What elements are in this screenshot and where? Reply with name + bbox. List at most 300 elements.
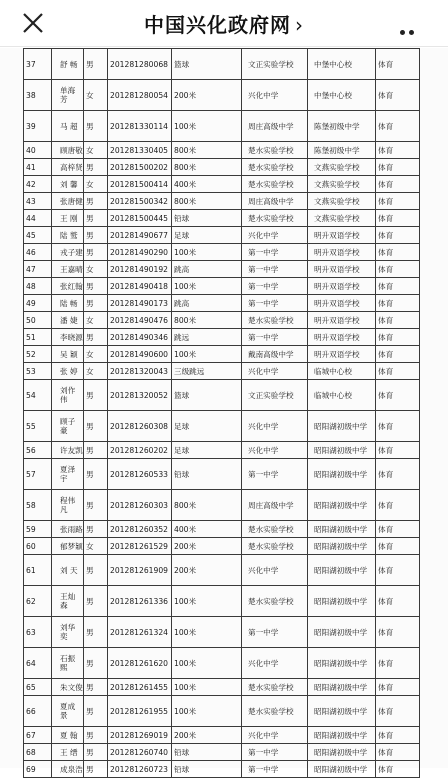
cell-school: 戴南高级中学	[242, 346, 308, 363]
cell-sex: 女	[84, 261, 108, 278]
cell-event: 100米	[172, 696, 242, 727]
cell-name: 高梓贤	[52, 159, 84, 176]
cell-no: 61	[24, 555, 52, 586]
cell-center: 明升双语学校	[308, 261, 376, 278]
cell-name: 程伟 凡	[52, 490, 84, 521]
cell-center: 昭阳湖初级中学	[308, 744, 376, 761]
cell-event: 铅球	[172, 744, 242, 761]
cell-subject: 体育	[376, 278, 420, 295]
cell-name: 成泉浩	[52, 761, 84, 778]
cell-event: 100米	[172, 679, 242, 696]
cell-no: 46	[24, 244, 52, 261]
cell-no: 43	[24, 193, 52, 210]
cell-school: 第一中学	[242, 278, 308, 295]
cell-sex: 男	[84, 459, 108, 490]
cell-sex: 男	[84, 727, 108, 744]
cell-no: 39	[24, 111, 52, 142]
table-row	[24, 295, 420, 312]
cell-id: 201281500414	[108, 176, 172, 193]
cell-school: 兴化中学	[242, 80, 308, 111]
table-row	[24, 80, 420, 111]
cell-name: 舒 畅	[52, 49, 84, 80]
cell-name: 郁梦颖	[52, 538, 84, 555]
cell-subject: 体育	[376, 312, 420, 329]
cell-center: 昭阳湖初级中学	[308, 727, 376, 744]
cell-name: 单海 芳	[52, 80, 84, 111]
cell-no: 51	[24, 329, 52, 346]
table-row	[24, 442, 420, 459]
cell-event: 足球	[172, 411, 242, 442]
cell-sex: 女	[84, 142, 108, 159]
cell-id: 201281490290	[108, 244, 172, 261]
cell-no: 52	[24, 346, 52, 363]
cell-event: 100米	[172, 346, 242, 363]
cell-subject: 体育	[376, 761, 420, 778]
table-row	[24, 586, 420, 617]
cell-center: 明升双语学校	[308, 329, 376, 346]
cell-id: 201281330114	[108, 111, 172, 142]
cell-event: 800米	[172, 490, 242, 521]
cell-subject: 体育	[376, 329, 420, 346]
cell-name: 潘 婕	[52, 312, 84, 329]
table-row	[24, 261, 420, 278]
cell-subject: 体育	[376, 193, 420, 210]
cell-sex: 男	[84, 555, 108, 586]
cell-id: 201281490346	[108, 329, 172, 346]
cell-school: 兴化中学	[242, 363, 308, 380]
cell-subject: 体育	[376, 346, 420, 363]
table-row	[24, 744, 420, 761]
results-table	[23, 48, 420, 778]
cell-event: 足球	[172, 442, 242, 459]
cell-id: 201281260303	[108, 490, 172, 521]
cell-sex: 男	[84, 295, 108, 312]
cell-name: 张 婷	[52, 363, 84, 380]
cell-no: 62	[24, 586, 52, 617]
cell-school: 周庄高级中学	[242, 490, 308, 521]
cell-event: 足球	[172, 227, 242, 244]
cell-id: 201281261529	[108, 538, 172, 555]
cell-sex: 女	[84, 80, 108, 111]
cell-id: 201281490600	[108, 346, 172, 363]
cell-no: 50	[24, 312, 52, 329]
cell-name: 夏 翰	[52, 727, 84, 744]
cell-name: 许友凯	[52, 442, 84, 459]
cell-name: 戎子建	[52, 244, 84, 261]
cell-event: 800米	[172, 312, 242, 329]
cell-sex: 男	[84, 761, 108, 778]
cell-id: 201281500202	[108, 159, 172, 176]
cell-school: 第一中学	[242, 459, 308, 490]
table-row	[24, 538, 420, 555]
cell-school: 楚水实验学校	[242, 586, 308, 617]
cell-sex: 男	[84, 193, 108, 210]
cell-name: 刘作 伟	[52, 380, 84, 411]
cell-sex: 男	[84, 744, 108, 761]
cell-id: 201281261455	[108, 679, 172, 696]
cell-name: 张红翰	[52, 278, 84, 295]
cell-name: 王灿 森	[52, 586, 84, 617]
cell-sex: 男	[84, 329, 108, 346]
cell-subject: 体育	[376, 244, 420, 261]
cell-id: 201281500445	[108, 210, 172, 227]
cell-name: 夏成 景	[52, 696, 84, 727]
cell-no: 41	[24, 159, 52, 176]
cell-name: 顾子 豪	[52, 411, 84, 442]
cell-sex: 女	[84, 176, 108, 193]
cell-id: 201281260352	[108, 521, 172, 538]
cell-school: 兴化中学	[242, 442, 308, 459]
cell-sex: 男	[84, 411, 108, 442]
cell-center: 昭阳湖初级中学	[308, 679, 376, 696]
cell-event: 篮球	[172, 380, 242, 411]
cell-school: 兴化中学	[242, 648, 308, 679]
cell-event: 跳高	[172, 261, 242, 278]
cell-school: 楚水实验学校	[242, 176, 308, 193]
cell-id: 201281261955	[108, 696, 172, 727]
table-row	[24, 176, 420, 193]
cell-subject: 体育	[376, 159, 420, 176]
cell-event: 100米	[172, 648, 242, 679]
cell-subject: 体育	[376, 442, 420, 459]
cell-sex: 男	[84, 586, 108, 617]
cell-sex: 男	[84, 442, 108, 459]
cell-center: 文燕实验学校	[308, 210, 376, 227]
cell-no: 59	[24, 521, 52, 538]
cell-no: 63	[24, 617, 52, 648]
table-row	[24, 111, 420, 142]
cell-center: 临城中心校	[308, 380, 376, 411]
cell-no: 57	[24, 459, 52, 490]
more-options-button[interactable]	[400, 20, 426, 28]
cell-sex: 男	[84, 244, 108, 261]
cell-name: 李晓源	[52, 329, 84, 346]
cell-id: 201281261336	[108, 586, 172, 617]
cell-center: 明升双语学校	[308, 346, 376, 363]
cell-name: 马 超	[52, 111, 84, 142]
cell-center: 昭阳湖初级中学	[308, 617, 376, 648]
cell-event: 100米	[172, 617, 242, 648]
table-row	[24, 617, 420, 648]
cell-no: 58	[24, 490, 52, 521]
cell-school: 楚水实验学校	[242, 679, 308, 696]
table-row	[24, 346, 420, 363]
cell-event: 100米	[172, 586, 242, 617]
cell-event: 三级跳远	[172, 363, 242, 380]
cell-school: 第一中学	[242, 617, 308, 648]
cell-subject: 体育	[376, 111, 420, 142]
cell-name: 王嘉晴	[52, 261, 84, 278]
cell-no: 47	[24, 261, 52, 278]
cell-id: 201281330405	[108, 142, 172, 159]
cell-event: 800米	[172, 193, 242, 210]
cell-center: 文燕实验学校	[308, 193, 376, 210]
cell-subject: 体育	[376, 80, 420, 111]
cell-event: 篮球	[172, 49, 242, 80]
cell-name: 王 刚	[52, 210, 84, 227]
cell-school: 第一中学	[242, 761, 308, 778]
cell-no: 53	[24, 363, 52, 380]
cell-sex: 女	[84, 346, 108, 363]
cell-subject: 体育	[376, 744, 420, 761]
cell-subject: 体育	[376, 696, 420, 727]
cell-subject: 体育	[376, 555, 420, 586]
cell-school: 第一中学	[242, 329, 308, 346]
cell-center: 昭阳湖初级中学	[308, 555, 376, 586]
cell-no: 60	[24, 538, 52, 555]
more-dot-icon	[409, 30, 414, 35]
cell-school: 兴化中学	[242, 411, 308, 442]
cell-center: 明升双语学校	[308, 295, 376, 312]
cell-center: 昭阳湖初级中学	[308, 761, 376, 778]
cell-event: 铅球	[172, 210, 242, 227]
cell-no: 67	[24, 727, 52, 744]
cell-center: 昭阳湖初级中学	[308, 442, 376, 459]
cell-school: 第一中学	[242, 244, 308, 261]
cell-subject: 体育	[376, 49, 420, 80]
cell-no: 48	[24, 278, 52, 295]
table-row	[24, 278, 420, 295]
cell-id: 201281261620	[108, 648, 172, 679]
cell-id: 201281490173	[108, 295, 172, 312]
cell-event: 跳远	[172, 329, 242, 346]
cell-no: 66	[24, 696, 52, 727]
cell-event: 100米	[172, 111, 242, 142]
more-dot-icon	[400, 30, 405, 35]
table-row	[24, 761, 420, 778]
cell-subject: 体育	[376, 490, 420, 521]
cell-no: 68	[24, 744, 52, 761]
cell-center: 中堡中心校	[308, 80, 376, 111]
cell-center: 昭阳湖初级中学	[308, 521, 376, 538]
cell-sex: 男	[84, 49, 108, 80]
cell-school: 文正实验学校	[242, 380, 308, 411]
table-row	[24, 312, 420, 329]
cell-school: 楚水实验学校	[242, 142, 308, 159]
cell-center: 陈堡初级中学	[308, 111, 376, 142]
table-row	[24, 648, 420, 679]
cell-event: 200米	[172, 538, 242, 555]
cell-event: 400米	[172, 176, 242, 193]
cell-school: 周庄高级中学	[242, 193, 308, 210]
table-row	[24, 380, 420, 411]
table-row	[24, 363, 420, 380]
cell-center: 昭阳湖初级中学	[308, 490, 376, 521]
cell-no: 38	[24, 80, 52, 111]
table-row	[24, 727, 420, 744]
table-row	[24, 49, 420, 80]
table-row	[24, 490, 420, 521]
cell-sex: 男	[84, 521, 108, 538]
cell-event: 100米	[172, 244, 242, 261]
results-sheet	[0, 48, 448, 774]
cell-subject: 体育	[376, 295, 420, 312]
cell-school: 楚水实验学校	[242, 159, 308, 176]
cell-center: 文燕实验学校	[308, 176, 376, 193]
cell-name: 朱文俊	[52, 679, 84, 696]
cell-name: 刘 馨	[52, 176, 84, 193]
table-row	[24, 555, 420, 586]
table-row	[24, 329, 420, 346]
cell-event: 400米	[172, 521, 242, 538]
cell-subject: 体育	[376, 411, 420, 442]
cell-subject: 体育	[376, 617, 420, 648]
cell-name: 夏泽 宇	[52, 459, 84, 490]
cell-center: 陈堡初级中学	[308, 142, 376, 159]
cell-name: 吴 颖	[52, 346, 84, 363]
cell-sex: 男	[84, 380, 108, 411]
cell-id: 201281490192	[108, 261, 172, 278]
table-row	[24, 679, 420, 696]
cell-no: 45	[24, 227, 52, 244]
cell-school: 楚水实验学校	[242, 696, 308, 727]
cell-event: 800米	[172, 142, 242, 159]
cell-event: 200米	[172, 80, 242, 111]
cell-event: 800米	[172, 159, 242, 176]
cell-event: 200米	[172, 727, 242, 744]
cell-subject: 体育	[376, 459, 420, 490]
cell-school: 兴化中学	[242, 227, 308, 244]
cell-id: 201281260533	[108, 459, 172, 490]
cell-subject: 体育	[376, 648, 420, 679]
cell-subject: 体育	[376, 176, 420, 193]
cell-subject: 体育	[376, 142, 420, 159]
cell-school: 兴化中学	[242, 555, 308, 586]
cell-no: 44	[24, 210, 52, 227]
cell-sex: 男	[84, 278, 108, 295]
cell-sex: 女	[84, 312, 108, 329]
cell-id: 201281260740	[108, 744, 172, 761]
cell-no: 56	[24, 442, 52, 459]
cell-no: 42	[24, 176, 52, 193]
cell-sex: 男	[84, 648, 108, 679]
cell-id: 201281280068	[108, 49, 172, 80]
top-bar	[0, 0, 448, 47]
cell-school: 楚水实验学校	[242, 538, 308, 555]
cell-name: 陆 畅	[52, 295, 84, 312]
cell-id: 201281260308	[108, 411, 172, 442]
cell-school: 兴化中学	[242, 727, 308, 744]
cell-center: 昭阳湖初级中学	[308, 459, 376, 490]
cell-school: 楚水实验学校	[242, 521, 308, 538]
cell-name: 石振 熙	[52, 648, 84, 679]
cell-id: 201281490677	[108, 227, 172, 244]
cell-name: 刘 天	[52, 555, 84, 586]
cell-center: 临城中心校	[308, 363, 376, 380]
cell-sex: 男	[84, 227, 108, 244]
cell-id: 201281261909	[108, 555, 172, 586]
cell-name: 张唐健	[52, 193, 84, 210]
cell-sex: 男	[84, 696, 108, 727]
cell-school: 楚水实验学校	[242, 210, 308, 227]
cell-name: 陆 鹫	[52, 227, 84, 244]
table-row	[24, 227, 420, 244]
cell-sex: 女	[84, 363, 108, 380]
cell-event: 200米	[172, 555, 242, 586]
cell-event: 100米	[172, 278, 242, 295]
cell-id: 201281260202	[108, 442, 172, 459]
table-row	[24, 210, 420, 227]
cell-center: 明升双语学校	[308, 227, 376, 244]
cell-no: 49	[24, 295, 52, 312]
cell-id: 201281261324	[108, 617, 172, 648]
cell-center: 昭阳湖初级中学	[308, 586, 376, 617]
cell-sex: 男	[84, 679, 108, 696]
table-row	[24, 193, 420, 210]
cell-center: 昭阳湖初级中学	[308, 648, 376, 679]
cell-center: 中堡中心校	[308, 49, 376, 80]
cell-name: 王 缙	[52, 744, 84, 761]
cell-subject: 体育	[376, 227, 420, 244]
cell-sex: 男	[84, 490, 108, 521]
cell-subject: 体育	[376, 261, 420, 278]
cell-no: 40	[24, 142, 52, 159]
cell-subject: 体育	[376, 727, 420, 744]
cell-id: 201281500342	[108, 193, 172, 210]
cell-subject: 体育	[376, 363, 420, 380]
results-table-body	[24, 49, 420, 778]
cell-school: 周庄高级中学	[242, 111, 308, 142]
cell-id: 201281280054	[108, 80, 172, 111]
chevron-right-icon: ›	[295, 13, 304, 37]
cell-event: 跳高	[172, 295, 242, 312]
cell-subject: 体育	[376, 586, 420, 617]
page-title-link[interactable]	[0, 9, 448, 38]
cell-school: 第一中学	[242, 744, 308, 761]
cell-no: 54	[24, 380, 52, 411]
cell-center: 昭阳湖初级中学	[308, 538, 376, 555]
table-row	[24, 159, 420, 176]
cell-center: 明升双语学校	[308, 278, 376, 295]
cell-no: 65	[24, 679, 52, 696]
cell-no: 55	[24, 411, 52, 442]
table-row	[24, 696, 420, 727]
cell-id: 201281320043	[108, 363, 172, 380]
cell-event: 铅球	[172, 761, 242, 778]
cell-no: 37	[24, 49, 52, 80]
cell-id: 201281269019	[108, 727, 172, 744]
cell-id: 201281490476	[108, 312, 172, 329]
table-row	[24, 244, 420, 261]
cell-subject: 体育	[376, 210, 420, 227]
cell-name: 张雨路	[52, 521, 84, 538]
cell-subject: 体育	[376, 380, 420, 411]
cell-id: 201281320052	[108, 380, 172, 411]
table-row	[24, 459, 420, 490]
cell-id: 201281490418	[108, 278, 172, 295]
cell-school: 文正实验学校	[242, 49, 308, 80]
cell-sex: 男	[84, 111, 108, 142]
cell-sex: 女	[84, 538, 108, 555]
cell-sex: 男	[84, 210, 108, 227]
cell-no: 69	[24, 761, 52, 778]
cell-school: 第一中学	[242, 261, 308, 278]
cell-id: 201281260723	[108, 761, 172, 778]
table-row	[24, 521, 420, 538]
page-title: 中国兴化政府网	[144, 13, 291, 37]
cell-center: 昭阳湖初级中学	[308, 696, 376, 727]
cell-center: 明升双语学校	[308, 312, 376, 329]
cell-subject: 体育	[376, 679, 420, 696]
table-row	[24, 411, 420, 442]
cell-sex: 男	[84, 159, 108, 176]
cell-center: 明升双语学校	[308, 244, 376, 261]
cell-school: 楚水实验学校	[242, 312, 308, 329]
cell-subject: 体育	[376, 538, 420, 555]
cell-name: 顾唐敬	[52, 142, 84, 159]
table-row	[24, 142, 420, 159]
cell-sex: 男	[84, 617, 108, 648]
